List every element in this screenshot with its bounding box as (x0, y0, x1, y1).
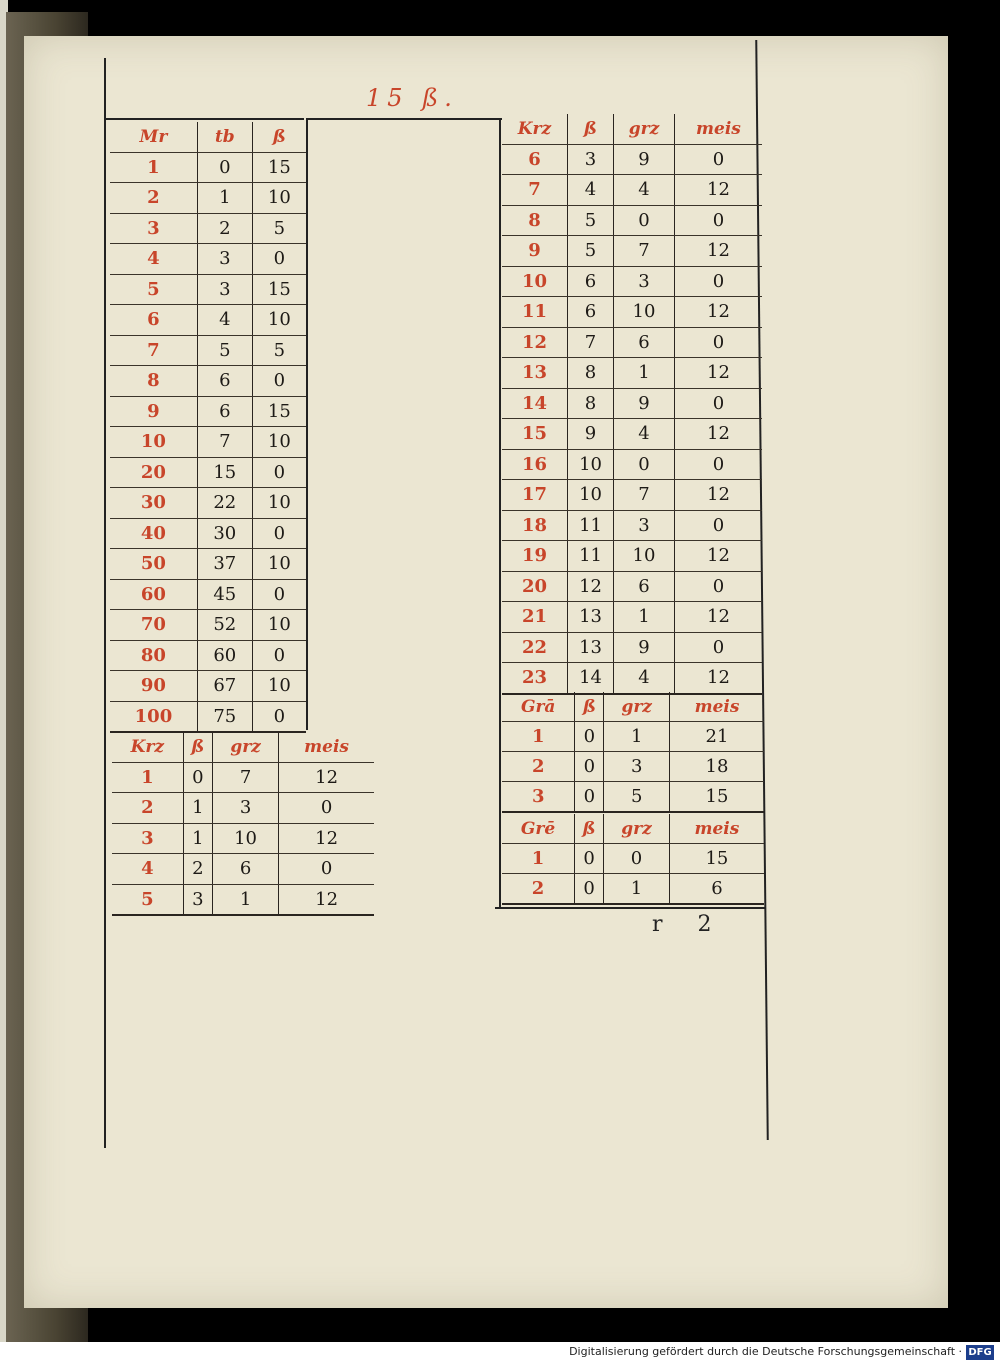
table-row (502, 571, 762, 602)
table-cell: 5 (567, 236, 613, 267)
column-header: meis (279, 732, 374, 762)
table-row (502, 144, 762, 175)
table-cell: 3 (112, 823, 183, 854)
table-cell: 0 (674, 510, 762, 541)
signature-mark: r 2 (652, 912, 726, 937)
table-cell: 10 (614, 541, 675, 572)
table-row (502, 297, 762, 328)
table-cell: 0 (614, 449, 675, 480)
table-cell: 19 (502, 541, 567, 572)
table-cell: 20 (502, 571, 567, 602)
table-cell: 4 (110, 244, 197, 275)
table-cell: 3 (502, 782, 575, 813)
table-cell: 0 (604, 844, 670, 874)
table-cell: 7 (567, 327, 613, 358)
table-cell: 30 (197, 518, 252, 549)
table-row (110, 457, 306, 488)
dfg-logo: DFG (966, 1345, 994, 1360)
table-cell: 0 (674, 144, 762, 175)
marks-table (110, 122, 306, 733)
table-cell: 12 (279, 884, 374, 915)
table-cell: 52 (197, 610, 252, 641)
table-cell: 3 (197, 274, 252, 305)
table-cell: 17 (502, 480, 567, 511)
table-cell: 10 (567, 480, 613, 511)
table-row (110, 244, 306, 275)
table-header-row (112, 732, 374, 762)
table-row (110, 640, 306, 671)
table-cell: 5 (252, 213, 306, 244)
table-cell: 9 (614, 144, 675, 175)
table-cell: 10 (567, 449, 613, 480)
table-cell: 12 (674, 175, 762, 206)
column-header: meis (669, 814, 764, 844)
table-cell: 15 (670, 782, 764, 813)
table-cell: 7 (502, 175, 567, 206)
table-cell: 12 (674, 236, 762, 267)
table-cell: 0 (674, 632, 762, 663)
table-row (112, 762, 374, 793)
table-row (502, 327, 762, 358)
table-row (110, 549, 306, 580)
table-cell: 10 (212, 823, 278, 854)
table-cell: 67 (197, 671, 252, 702)
table-cell: 14 (502, 388, 567, 419)
table-cell: 5 (604, 782, 670, 813)
table-cell: 22 (197, 488, 252, 519)
table-row (502, 722, 764, 752)
table-cell: 21 (502, 602, 567, 633)
table-cell: 60 (197, 640, 252, 671)
table-cell: 6 (614, 571, 675, 602)
table-cell: 0 (279, 793, 374, 824)
table-row (110, 274, 306, 305)
table-row (502, 632, 762, 663)
table-header-row (502, 814, 764, 844)
table-cell: 10 (252, 488, 306, 519)
table-row (502, 752, 764, 782)
column-header: ß (252, 122, 306, 152)
table-cell: 14 (567, 663, 613, 694)
table-cell: 0 (674, 388, 762, 419)
table-cell: 9 (614, 632, 675, 663)
table-cell: 6 (502, 144, 567, 175)
table-cell: 12 (674, 663, 762, 694)
table-cell: 21 (670, 722, 764, 752)
table-row (110, 183, 306, 214)
table-cell: 11 (502, 297, 567, 328)
table-cell: 45 (197, 579, 252, 610)
table-cell: 6 (669, 874, 764, 905)
table-cell: 1 (502, 844, 575, 874)
table-cell: 0 (674, 571, 762, 602)
table-cell: 1 (604, 874, 670, 905)
table-header-row (502, 114, 762, 144)
column-header: grz (604, 692, 670, 722)
table-cell: 4 (614, 175, 675, 206)
column-header: Grē (502, 814, 575, 844)
table-cell: 0 (252, 457, 306, 488)
table-cell: 15 (252, 152, 306, 183)
table-row (110, 701, 306, 732)
table-row (110, 396, 306, 427)
table-cell: 37 (197, 549, 252, 580)
table-cell: 10 (110, 427, 197, 458)
table-cell: 9 (502, 236, 567, 267)
table-cell: 0 (252, 579, 306, 610)
table-cell: 4 (614, 419, 675, 450)
table-cell: 1 (212, 884, 278, 915)
table-cell: 10 (252, 427, 306, 458)
table-cell: 2 (110, 183, 197, 214)
table-row (110, 610, 306, 641)
table-row (110, 152, 306, 183)
table-cell: 6 (197, 396, 252, 427)
table-row (110, 518, 306, 549)
table-cell: 50 (110, 549, 197, 580)
table-row (112, 823, 374, 854)
table-cell: 10 (502, 266, 567, 297)
table-row (110, 335, 306, 366)
table-row (110, 671, 306, 702)
table-cell: 80 (110, 640, 197, 671)
table-cell: 3 (614, 510, 675, 541)
table-cell: 6 (110, 305, 197, 336)
footer-credit: Digitalisierung gefördert durch die Deutsche Forschungsgemeinschaft · (569, 1345, 962, 1358)
table-cell: 10 (252, 549, 306, 580)
bottom-rule (495, 907, 765, 909)
table-cell: 3 (614, 266, 675, 297)
table-cell: 12 (674, 419, 762, 450)
table-row (112, 854, 374, 885)
table-cell: 18 (502, 510, 567, 541)
table-cell: 8 (567, 358, 613, 389)
table-cell: 75 (197, 701, 252, 732)
table-cell: 6 (567, 297, 613, 328)
table-cell: 0 (575, 782, 604, 813)
table-row (502, 541, 762, 572)
table-row (502, 782, 764, 813)
column-header: Grā (502, 692, 575, 722)
table-row (502, 663, 762, 694)
table-cell: 6 (197, 366, 252, 397)
column-header: meis (674, 114, 762, 144)
table-row (502, 449, 762, 480)
table-cell: 0 (575, 722, 604, 752)
table-cell: 4 (112, 854, 183, 885)
table-row (502, 602, 762, 633)
kreuzer-table-high (502, 114, 762, 695)
table-cell: 9 (110, 396, 197, 427)
table-cell: 8 (110, 366, 197, 397)
table-cell: 3 (567, 144, 613, 175)
table-cell: 10 (252, 671, 306, 702)
table-row (110, 366, 306, 397)
table-cell: 0 (279, 854, 374, 885)
table-cell: 100 (110, 701, 197, 732)
table-cell: 12 (674, 297, 762, 328)
table-row (502, 266, 762, 297)
table-cell: 40 (110, 518, 197, 549)
page-header: 15 ß. (366, 84, 458, 112)
table-row (502, 388, 762, 419)
table-cell: 22 (502, 632, 567, 663)
table-cell: 4 (614, 663, 675, 694)
table-row (502, 419, 762, 450)
table-cell: 1 (614, 602, 675, 633)
table-cell: 7 (614, 480, 675, 511)
table-cell: 6 (212, 854, 278, 885)
column-header: ß (575, 692, 604, 722)
table-cell: 13 (567, 632, 613, 663)
table-cell: 0 (674, 327, 762, 358)
table-cell: 0 (674, 205, 762, 236)
table-cell: 5 (197, 335, 252, 366)
column-header: grz (212, 732, 278, 762)
table-cell: 1 (502, 722, 575, 752)
table-cell: 70 (110, 610, 197, 641)
gren-table (502, 814, 764, 905)
column-header: ß (183, 732, 212, 762)
table-cell: 12 (674, 541, 762, 572)
table-cell: 15 (669, 844, 764, 874)
table-cell: 2 (502, 874, 575, 905)
table-cell: 10 (614, 297, 675, 328)
table-cell: 15 (252, 396, 306, 427)
table-cell: 15 (252, 274, 306, 305)
table-row (502, 844, 764, 874)
kreuzer-table-low (112, 732, 374, 916)
table-cell: 0 (252, 244, 306, 275)
table-cell: 7 (197, 427, 252, 458)
table-cell: 18 (670, 752, 764, 782)
table-row (502, 205, 762, 236)
table-cell: 5 (110, 274, 197, 305)
table-cell: 9 (567, 419, 613, 450)
table-cell: 15 (197, 457, 252, 488)
table-cell: 10 (252, 305, 306, 336)
table-cell: 1 (112, 762, 183, 793)
table-cell: 16 (502, 449, 567, 480)
table-cell: 1 (197, 183, 252, 214)
table-cell: 12 (502, 327, 567, 358)
table-cell: 2 (502, 752, 575, 782)
table-row (502, 874, 764, 905)
table-cell: 9 (614, 388, 675, 419)
column-header: ß (575, 814, 604, 844)
table-cell: 0 (183, 762, 212, 793)
table-cell: 23 (502, 663, 567, 694)
table-cell: 12 (279, 823, 374, 854)
table-cell: 8 (502, 205, 567, 236)
table-cell: 8 (567, 388, 613, 419)
table-row (110, 488, 306, 519)
table-row (110, 579, 306, 610)
column-header: tb (197, 122, 252, 152)
table-row (502, 358, 762, 389)
table-cell: 0 (197, 152, 252, 183)
table-cell: 1 (183, 823, 212, 854)
table-cell: 0 (252, 701, 306, 732)
table-cell: 1 (614, 358, 675, 389)
table-header-row (110, 122, 306, 152)
table-cell: 90 (110, 671, 197, 702)
table-cell: 1 (604, 722, 670, 752)
table-cell: 5 (567, 205, 613, 236)
gran-table (502, 692, 764, 813)
table-row (502, 480, 762, 511)
table-cell: 0 (614, 205, 675, 236)
column-header: grz (614, 114, 675, 144)
table-row (110, 213, 306, 244)
column-header: grz (604, 814, 670, 844)
table-cell: 12 (674, 602, 762, 633)
table-cell: 0 (575, 874, 604, 905)
left-margin-rule (104, 58, 106, 1148)
top-rule (104, 118, 304, 120)
table-cell: 30 (110, 488, 197, 519)
table-cell: 2 (197, 213, 252, 244)
table-cell: 0 (575, 844, 604, 874)
right-table-edge-rule (499, 118, 501, 908)
column-header: meis (670, 692, 764, 722)
table-cell: 3 (110, 213, 197, 244)
table-cell: 7 (212, 762, 278, 793)
table-cell: 12 (674, 480, 762, 511)
table-cell: 6 (614, 327, 675, 358)
footer-bar (0, 1342, 1000, 1364)
column-header: Krz (112, 732, 183, 762)
table-cell: 0 (252, 640, 306, 671)
table-cell: 11 (567, 510, 613, 541)
table-cell: 0 (674, 449, 762, 480)
column-header: ß (567, 114, 613, 144)
table-row (502, 510, 762, 541)
table-cell: 13 (502, 358, 567, 389)
table-cell: 2 (112, 793, 183, 824)
table-row (502, 175, 762, 206)
table-header-row (502, 692, 764, 722)
column-header: Krz (502, 114, 567, 144)
table-cell: 20 (110, 457, 197, 488)
table-cell: 3 (212, 793, 278, 824)
table-cell: 12 (279, 762, 374, 793)
table-cell: 13 (567, 602, 613, 633)
table-cell: 3 (183, 884, 212, 915)
table-cell: 4 (567, 175, 613, 206)
center-top-rule (306, 118, 502, 120)
table-cell: 12 (567, 571, 613, 602)
table-cell: 1 (110, 152, 197, 183)
table-row (502, 236, 762, 267)
table-row (112, 884, 374, 915)
table-cell: 3 (604, 752, 670, 782)
table-cell: 1 (183, 793, 212, 824)
table-cell: 11 (567, 541, 613, 572)
table-cell: 15 (502, 419, 567, 450)
table-cell: 7 (110, 335, 197, 366)
table-row (112, 793, 374, 824)
table-cell: 4 (197, 305, 252, 336)
table-cell: 0 (252, 518, 306, 549)
table-row (110, 427, 306, 458)
table-cell: 0 (252, 366, 306, 397)
table-cell: 3 (197, 244, 252, 275)
table-row (110, 305, 306, 336)
column-header: Mr (110, 122, 197, 152)
table-cell: 0 (674, 266, 762, 297)
table-cell: 10 (252, 183, 306, 214)
table-cell: 5 (112, 884, 183, 915)
table-cell: 5 (252, 335, 306, 366)
table-cell: 12 (674, 358, 762, 389)
table-cell: 6 (567, 266, 613, 297)
table-cell: 10 (252, 610, 306, 641)
table-cell: 60 (110, 579, 197, 610)
left-table-edge-rule (306, 118, 308, 730)
table-cell: 7 (614, 236, 675, 267)
table-cell: 0 (575, 752, 604, 782)
table-cell: 2 (183, 854, 212, 885)
